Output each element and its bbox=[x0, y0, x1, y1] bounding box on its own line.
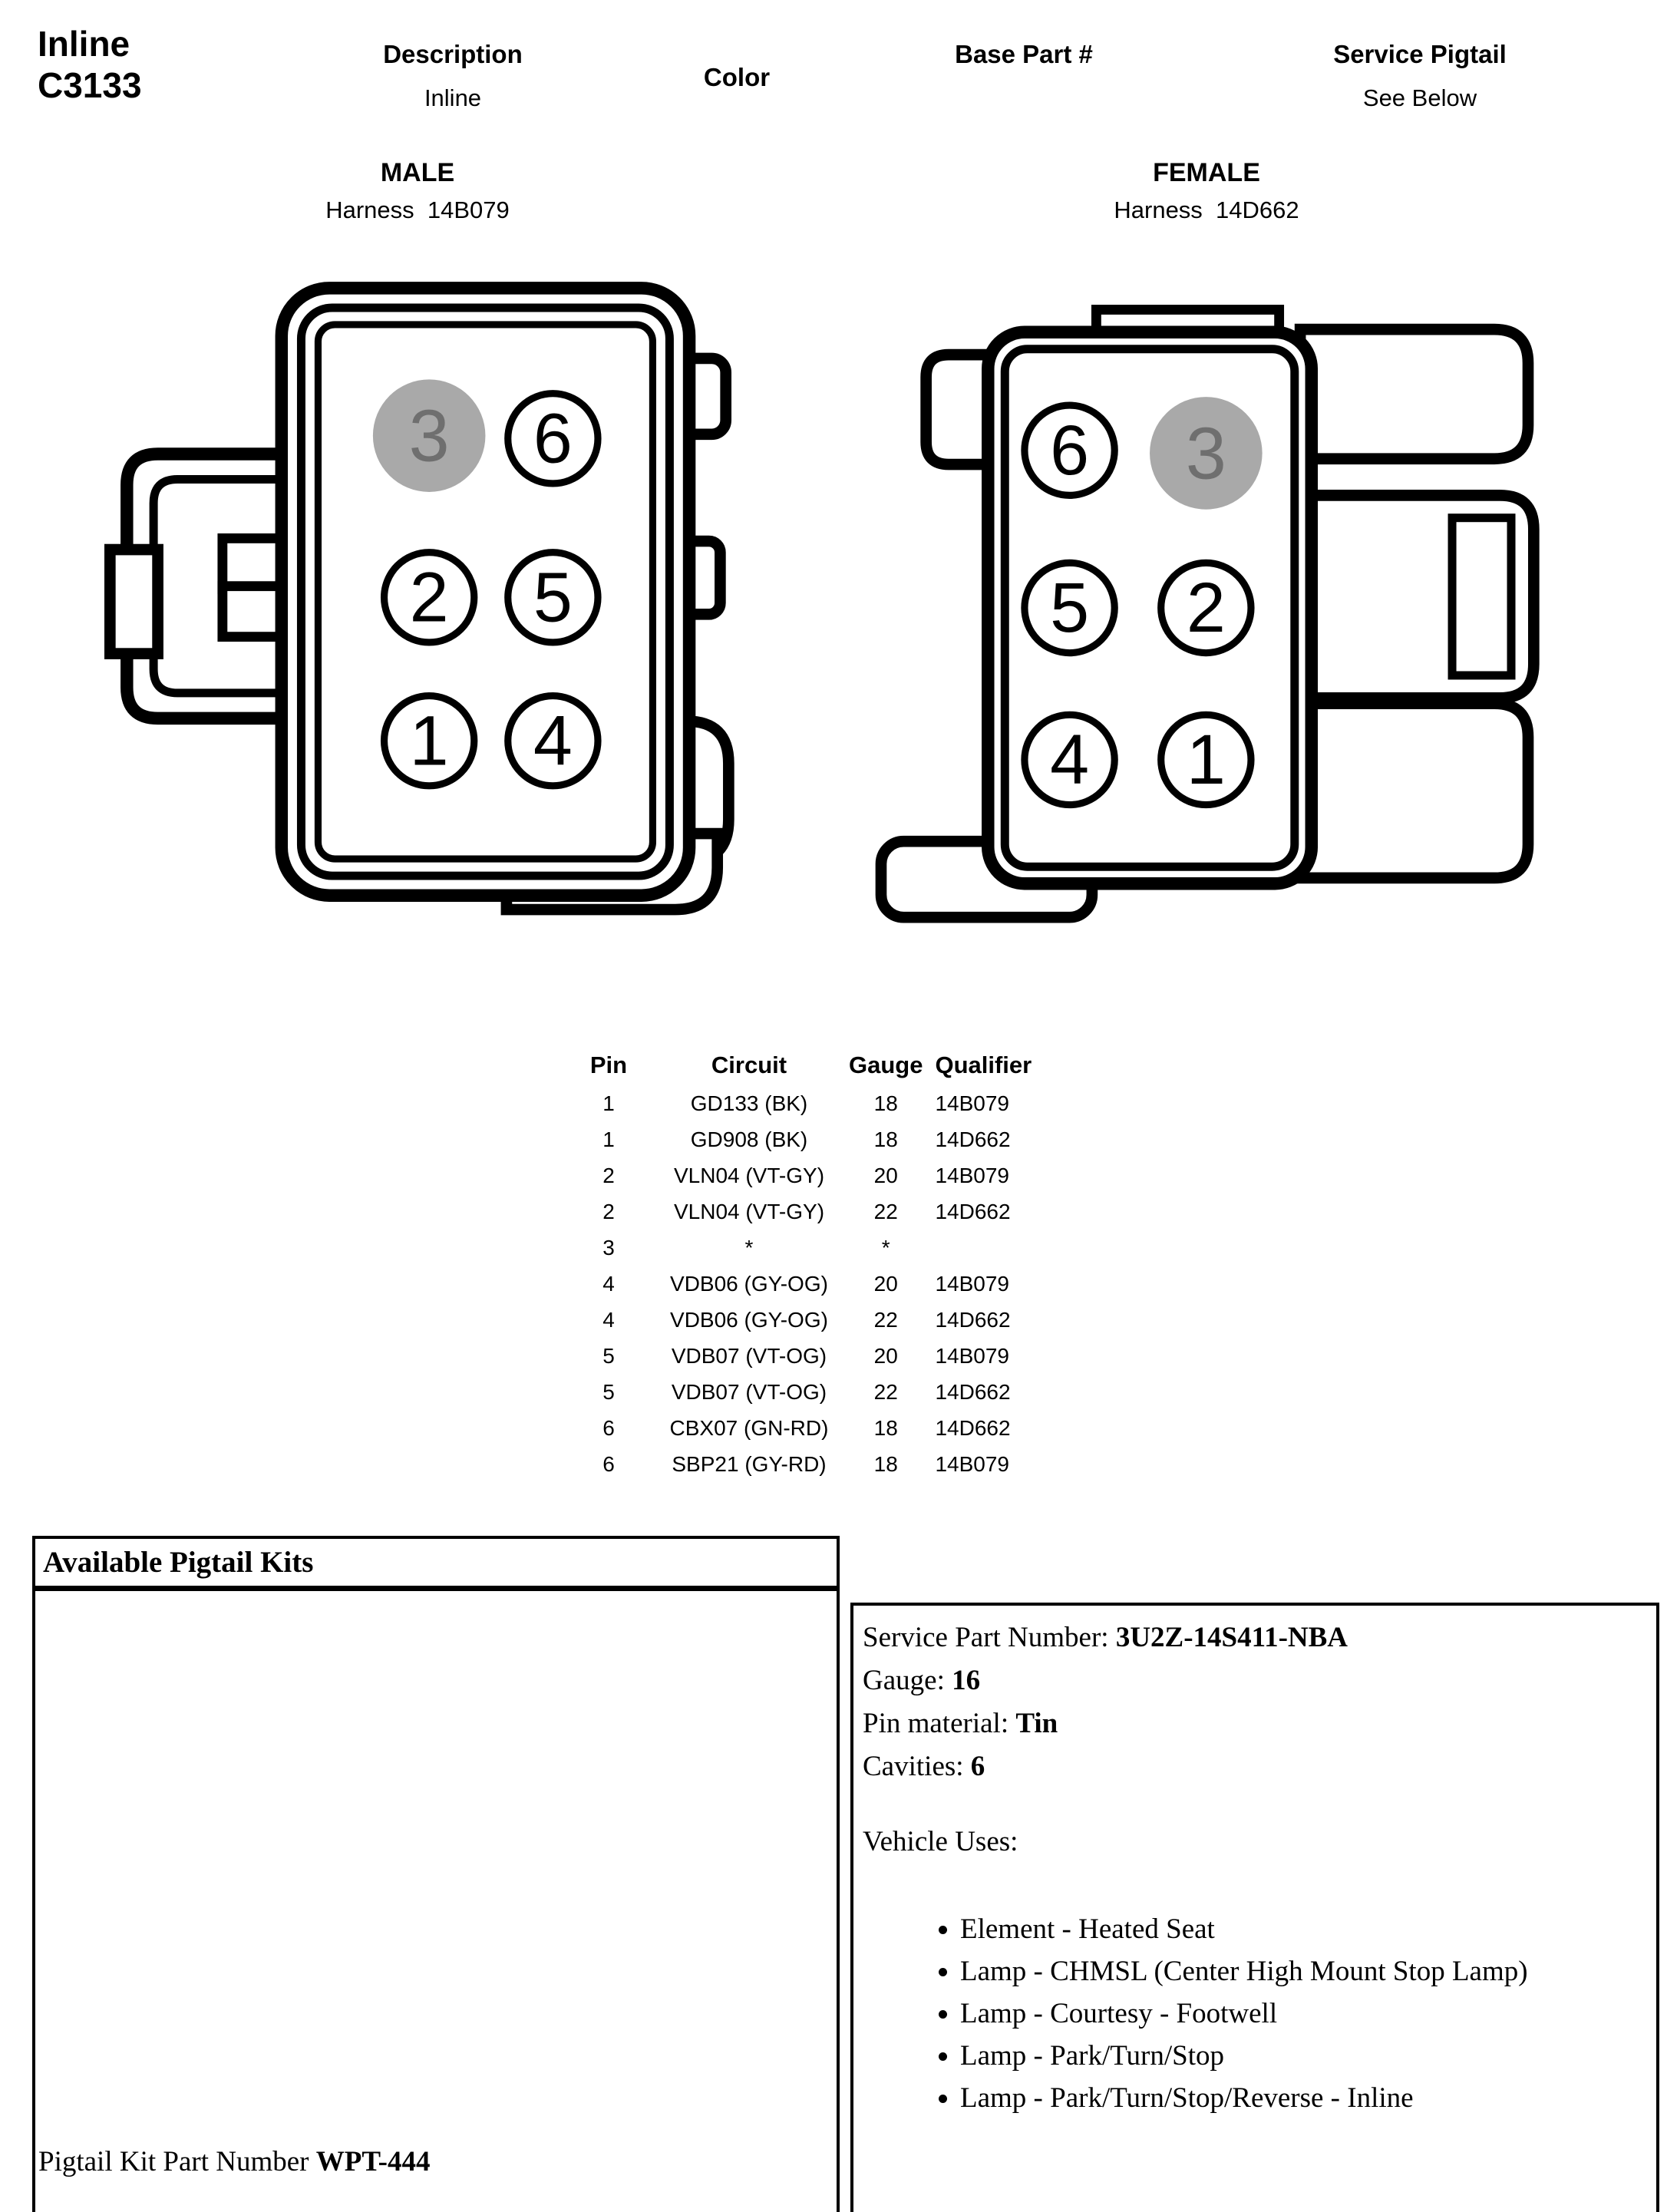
circuit-cell: VDB07 (VT-OG) bbox=[671, 1379, 827, 1404]
pin-table-row bbox=[568, 1374, 1114, 1410]
qualifier-cell: 14B079 bbox=[935, 1271, 1010, 1296]
connector-type: Inline bbox=[38, 24, 130, 64]
gauge-value: 16 bbox=[952, 1665, 981, 1696]
circuit-cell: VLN04 (VT-GY) bbox=[673, 1199, 825, 1223]
male-harness-label: Harness 14B079 bbox=[325, 196, 510, 223]
pin-table-row bbox=[568, 1302, 1114, 1338]
gauge-line bbox=[863, 1659, 1647, 1702]
female-connector-drawing bbox=[864, 295, 1553, 929]
male-connector-drawing bbox=[84, 274, 760, 935]
pigtail-kits-body-box bbox=[32, 1588, 840, 2212]
gauge-cell: 18 bbox=[873, 1451, 898, 1476]
pin-cell: 1 bbox=[602, 1127, 615, 1151]
circuit-cell: * bbox=[744, 1235, 754, 1260]
qualifier-cell: 14D662 bbox=[935, 1307, 1011, 1332]
gauge-cell: 20 bbox=[873, 1343, 898, 1368]
vehicle-use-item: • Lamp - Park/Turn/Stop/Reverse - Inline bbox=[960, 2077, 1599, 2119]
vehicle-use-item: • Lamp - CHMSL (Center High Mount Stop Lamp) bbox=[960, 1950, 1599, 1992]
circuit-cell: CBX07 (GN-RD) bbox=[669, 1415, 829, 1440]
circuit-cell: VDB07 (VT-OG) bbox=[671, 1343, 827, 1368]
pin-table-row bbox=[568, 1121, 1114, 1157]
pin-column-header: Pin bbox=[589, 1052, 628, 1078]
pigtail-kit-number: WPT-444 bbox=[315, 2146, 431, 2177]
pin-table-row bbox=[568, 1230, 1114, 1266]
service-part-number-label: Service Part Number: bbox=[863, 1622, 1116, 1653]
pin-cell: 6 bbox=[602, 1415, 615, 1440]
pin-cell: 2 bbox=[602, 1163, 615, 1187]
vehicle-use-item: • Element - Heated Seat bbox=[960, 1908, 1599, 1950]
qualifier-cell: 14D662 bbox=[935, 1127, 1011, 1151]
male-pin-1: 1 bbox=[409, 702, 449, 781]
pin-material-label: Pin material: bbox=[863, 1708, 1016, 1739]
pin-table-row bbox=[568, 1193, 1114, 1230]
pin-table-row bbox=[568, 1157, 1114, 1193]
pin-table-row bbox=[568, 1446, 1114, 1482]
gauge-label: Gauge: bbox=[863, 1665, 952, 1696]
male-pin-3: 3 bbox=[408, 395, 450, 477]
female-label: FEMALE bbox=[1153, 158, 1260, 187]
pin-table-header-row bbox=[568, 1045, 1114, 1085]
qualifier-cell: 14D662 bbox=[935, 1415, 1011, 1440]
pin-cell: 4 bbox=[602, 1307, 615, 1332]
gauge-cell: 18 bbox=[873, 1415, 898, 1440]
vehicle-uses-label: Vehicle Uses: bbox=[863, 1826, 1018, 1857]
female-pin-3: 3 bbox=[1185, 413, 1226, 495]
connector-id: C3133 bbox=[38, 65, 142, 105]
vehicle-uses-list bbox=[863, 1908, 1599, 2119]
qualifier-cell: 14B079 bbox=[935, 1163, 1010, 1187]
base-part-label: Base Part # bbox=[955, 40, 1093, 68]
circuit-cell: GD908 (BK) bbox=[690, 1127, 808, 1151]
cavities-line bbox=[863, 1745, 1647, 1788]
male-pin-4: 4 bbox=[533, 702, 573, 781]
service-part-number-line bbox=[863, 1616, 1647, 1659]
color-label: Color bbox=[703, 63, 771, 91]
female-pin-4: 4 bbox=[1050, 721, 1090, 800]
vehicle-use-item: • Lamp - Courtesy - Footwell bbox=[960, 1992, 1599, 2035]
pin-table-body bbox=[568, 1085, 1114, 1482]
circuit-cell: GD133 (BK) bbox=[690, 1091, 808, 1115]
connector-title bbox=[38, 23, 142, 106]
pin-cell: 5 bbox=[602, 1379, 615, 1404]
pin-table-row bbox=[568, 1085, 1114, 1121]
gauge-cell: * bbox=[881, 1235, 890, 1260]
male-pin-5: 5 bbox=[533, 558, 573, 637]
service-part-info-box bbox=[850, 1603, 1659, 2212]
gauge-cell: 18 bbox=[873, 1127, 898, 1151]
qualifier-cell bbox=[923, 1230, 1114, 1266]
gauge-cell: 20 bbox=[873, 1163, 898, 1187]
qualifier-cell: 14D662 bbox=[935, 1379, 1011, 1404]
pin-cell: 6 bbox=[602, 1451, 615, 1476]
cavities-value: 6 bbox=[970, 1751, 985, 1782]
description-label: Description bbox=[383, 40, 523, 68]
circuit-cell: VLN04 (VT-GY) bbox=[673, 1163, 825, 1187]
service-part-number-value: 3U2Z-14S411-NBA bbox=[1115, 1622, 1348, 1653]
male-pin-2: 2 bbox=[409, 558, 449, 637]
female-pin-2: 2 bbox=[1186, 569, 1226, 648]
female-harness-label: Harness 14D662 bbox=[1114, 196, 1299, 223]
available-pigtail-kits-title: Available Pigtail Kits bbox=[43, 1546, 314, 1579]
pigtail-kit-label: Pigtail Kit Part Number bbox=[38, 2146, 316, 2177]
service-pigtail-value: See Below bbox=[1362, 84, 1477, 111]
cavities-label: Cavities: bbox=[863, 1751, 971, 1782]
pin-material-value: Tin bbox=[1015, 1708, 1058, 1739]
female-pin-1: 1 bbox=[1186, 721, 1226, 800]
female-pin-6: 6 bbox=[1050, 411, 1090, 490]
male-label: MALE bbox=[380, 158, 455, 187]
pin-cell: 5 bbox=[602, 1343, 615, 1368]
service-pigtail-label: Service Pigtail bbox=[1333, 40, 1507, 68]
circuit-column-header: Circuit bbox=[711, 1052, 787, 1078]
gauge-cell: 18 bbox=[873, 1091, 898, 1115]
pin-cell: 1 bbox=[602, 1091, 615, 1115]
description-value: Inline bbox=[424, 84, 482, 111]
circuit-cell: SBP21 (GY-RD) bbox=[672, 1451, 827, 1476]
female-pin-5: 5 bbox=[1050, 569, 1090, 648]
qualifier-cell: 14B079 bbox=[935, 1091, 1010, 1115]
pin-cell: 4 bbox=[602, 1271, 615, 1296]
pin-table-row bbox=[568, 1410, 1114, 1446]
gauge-cell: 22 bbox=[873, 1307, 898, 1332]
available-pigtail-kits-box bbox=[32, 1536, 840, 1589]
pin-table-row bbox=[568, 1338, 1114, 1374]
pin-circuit-table bbox=[568, 1045, 1114, 1482]
circuit-cell: VDB06 (GY-OG) bbox=[670, 1307, 828, 1332]
qualifier-cell: 14B079 bbox=[935, 1343, 1010, 1368]
gauge-cell: 20 bbox=[873, 1271, 898, 1296]
qualifier-cell: 14D662 bbox=[935, 1199, 1011, 1223]
male-pin-6: 6 bbox=[533, 399, 573, 478]
qualifier-column-header: Qualifier bbox=[935, 1052, 1032, 1078]
pin-material-line bbox=[863, 1702, 1647, 1745]
pin-cell: 3 bbox=[602, 1235, 615, 1260]
vehicle-use-item: • Lamp - Park/Turn/Stop bbox=[960, 2035, 1599, 2077]
gauge-column-header: Gauge bbox=[849, 1052, 923, 1078]
circuit-cell: VDB06 (GY-OG) bbox=[670, 1271, 828, 1296]
pin-cell: 2 bbox=[602, 1199, 615, 1223]
pigtail-kit-part-number-line bbox=[38, 2145, 430, 2178]
qualifier-cell: 14B079 bbox=[935, 1451, 1010, 1476]
pin-table-row bbox=[568, 1266, 1114, 1302]
gauge-cell: 22 bbox=[873, 1199, 898, 1223]
gauge-cell: 22 bbox=[873, 1379, 898, 1404]
